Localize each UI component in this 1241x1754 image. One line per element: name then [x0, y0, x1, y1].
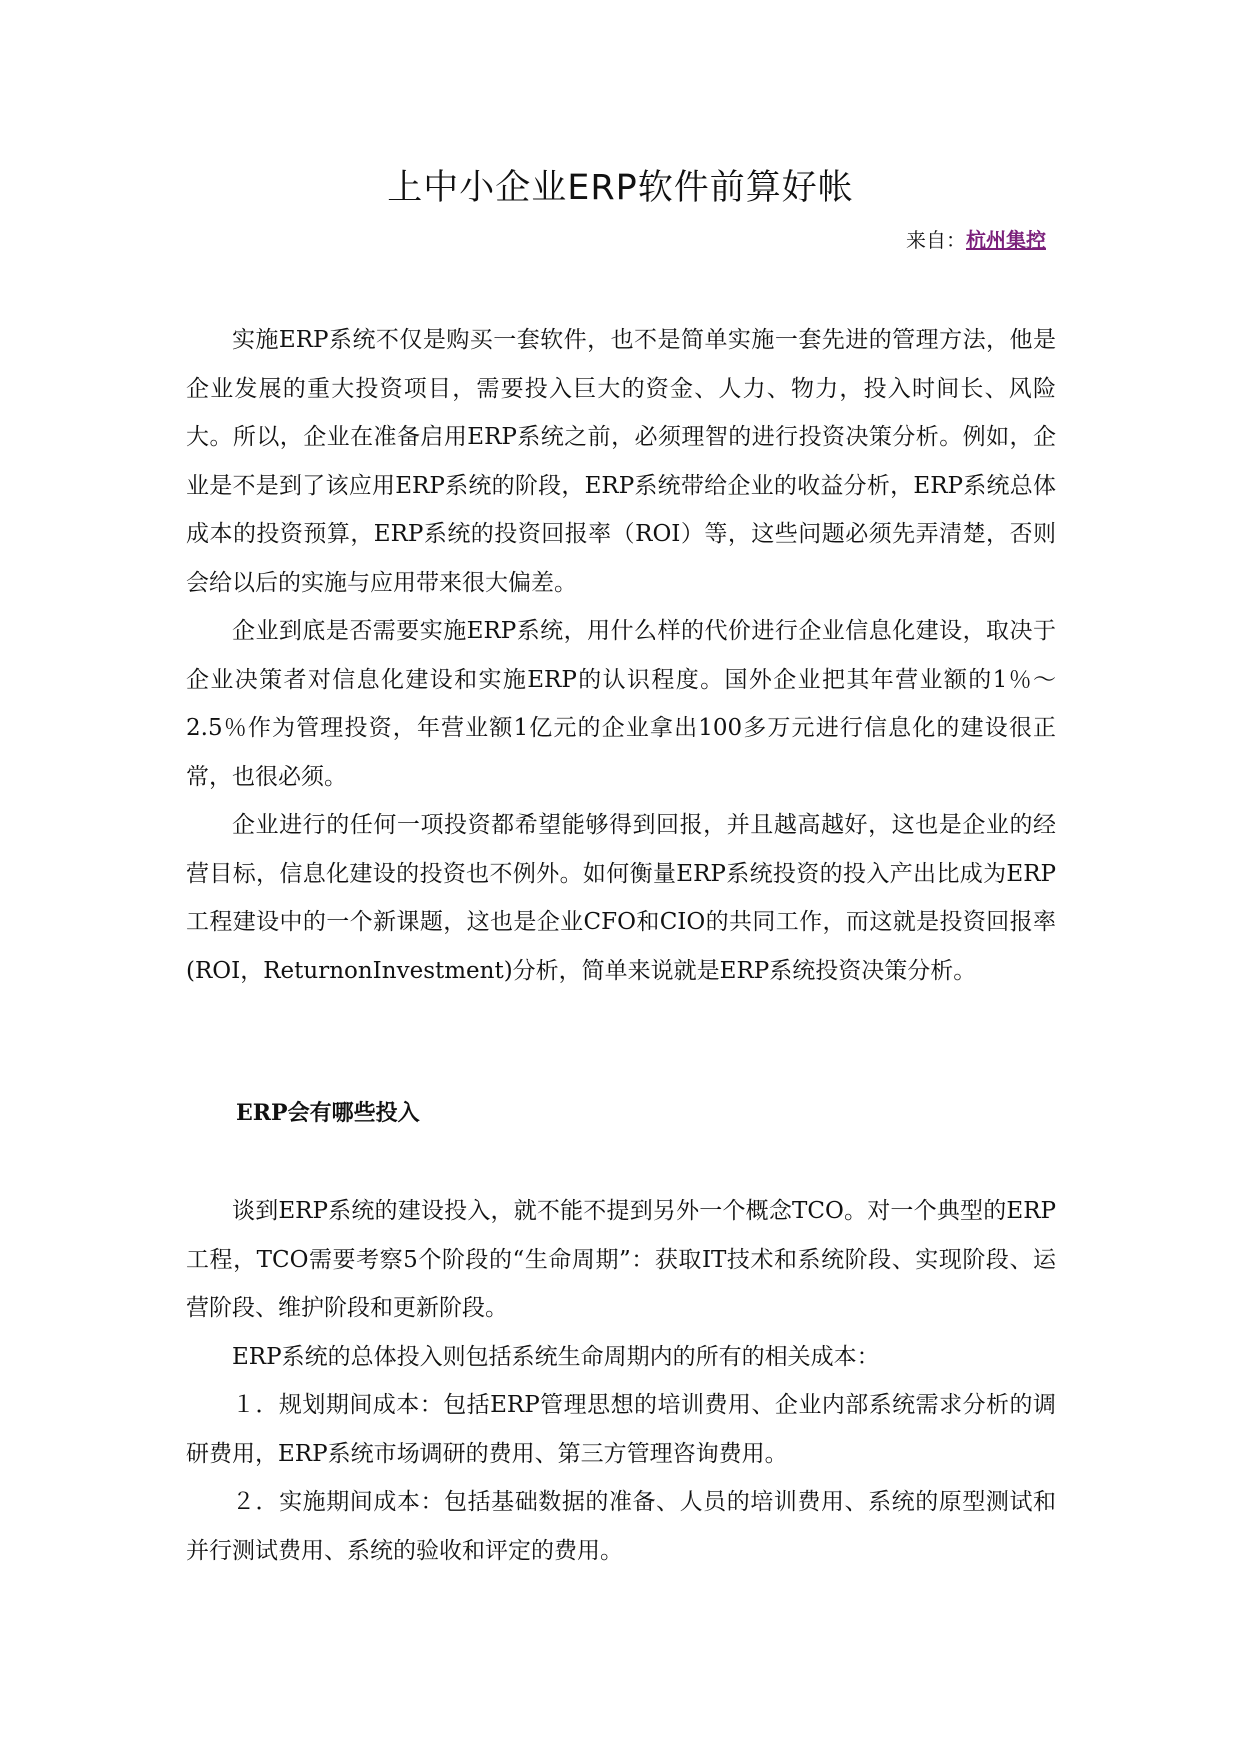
page-title: 上中小企业ERP软件前算好帐	[387, 168, 854, 208]
paragraph: 谈到ERP系统的建设投入，就不能不提到另外一个概念TCO。对一个典型的ERP工程，TCO需要考察5个阶段的“生命周期”：获取IT技术和系统阶段、实现阶段、运营阶段、维护阶段和更新阶段。	[186, 1198, 1056, 1321]
paragraph: 企业到底是否需要实施ERP系统，用什么样的代价进行企业信息化建设，取决于企业决策者对信息化建设和实施ERP的认识程度。国外企业把其年营业额的1％～2.5％作为管理投资，年营业额1亿元的企业拿出100多万元进行信息化的建设很正常，也很必须。	[186, 618, 1056, 790]
source-prefix: 来自：	[906, 228, 966, 252]
section-body	[186, 1187, 1056, 1575]
list-item: １．规划期间成本：包括ERP管理思想的培训费用、企业内部系统需求分析的调研费用，ERP系统市场调研的费用、第三方管理咨询费用。	[186, 1392, 1056, 1467]
intro-section	[186, 316, 1056, 995]
list-item: ２．实施期间成本：包括基础数据的准备、人员的培训费用、系统的原型测试和并行测试费用、系统的验收和评定的费用。	[186, 1489, 1056, 1564]
section-heading: ERP会有哪些投入	[236, 1100, 420, 1126]
paragraph: 实施ERP系统不仅是购买一套软件，也不是简单实施一套先进的管理方法，他是企业发展的重大投资项目，需要投入巨大的资金、人力、物力，投入时间长、风险大。所以，企业在准备启用ERP系统之前，必须理智的进行投资决策分析。例如，企业是不是到了该应用ERP系统的阶段，ERP系统带给企业的收益分析，ERP系统总体成本的投资预算，ERP系统的投资回报率（ROI）等，这些问题必须先弄清楚，否则会给以后的实施与应用带来很大偏差。	[186, 327, 1056, 596]
paragraph: 企业进行的任何一项投资都希望能够得到回报，并且越高越好，这也是企业的经营目标，信息化建设的投资也不例外。如何衡量ERP系统投资的投入产出比成为ERP工程建设中的一个新课题，这也是企业CFO和CIO的共同工作，而这就是投资回报率(ROI，ReturnonInvestment)分析，简单来说就是ERP系统投资决策分析。	[186, 812, 1056, 984]
source-line	[906, 224, 1046, 253]
source-link[interactable]: 杭州集控	[966, 228, 1046, 252]
paragraph: ERP系统的总体投入则包括系统生命周期内的所有的相关成本：	[232, 1343, 880, 1370]
